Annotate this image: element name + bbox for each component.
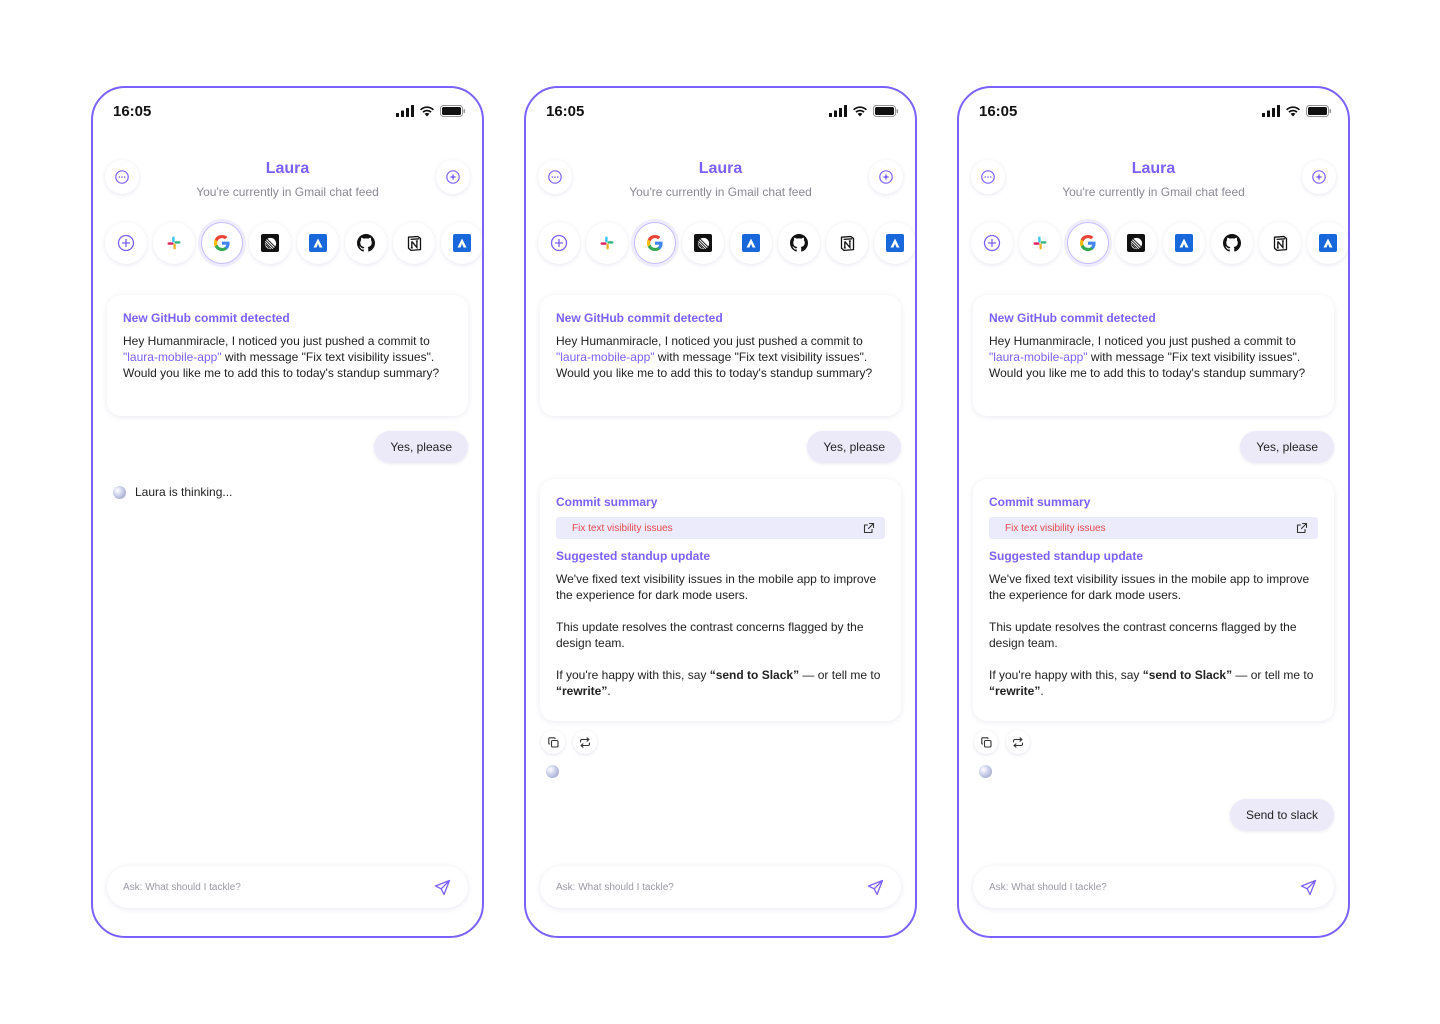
app-jira[interactable] xyxy=(441,222,483,264)
repo-link[interactable]: "laura-mobile-app" xyxy=(123,350,222,364)
app-switcher xyxy=(538,222,917,264)
notice-text-rest: with message "Fix text visibility issues". Would you like me to add this to today's standup summary? xyxy=(556,350,873,380)
app-slack[interactable] xyxy=(1019,222,1061,264)
google-icon xyxy=(1079,234,1097,252)
app-jira[interactable] xyxy=(874,222,916,264)
p3-text-2: — or tell me to xyxy=(799,668,881,682)
send-icon xyxy=(867,879,884,896)
slack-icon xyxy=(167,236,181,250)
github-commit-notice xyxy=(107,295,468,416)
copy-icon xyxy=(981,737,992,748)
copy-button[interactable] xyxy=(974,730,998,754)
google-icon xyxy=(646,234,664,252)
sparkle-button[interactable] xyxy=(436,160,470,194)
notice-text-rest: with message "Fix text visibility issues". Would you like me to add this to today's standup summary? xyxy=(123,350,440,380)
send-to-slack-cmd: “send to Slack” xyxy=(1142,668,1233,682)
app-linear[interactable] xyxy=(682,222,724,264)
add-icon xyxy=(550,234,568,252)
signal-icon xyxy=(396,105,414,117)
commit-message: Fix text visibility issues xyxy=(572,522,673,534)
copy-icon xyxy=(548,737,559,748)
status-icons xyxy=(829,105,899,117)
send-to-slack-bubble: Send to slack xyxy=(1230,799,1334,831)
notion-icon xyxy=(839,235,856,252)
sparkle-icon xyxy=(878,169,894,185)
notice-body xyxy=(123,333,452,381)
notice-body xyxy=(556,333,885,381)
add-app-button[interactable] xyxy=(105,222,147,264)
app-linear[interactable] xyxy=(249,222,291,264)
app-google[interactable] xyxy=(1067,222,1109,264)
linear-icon xyxy=(261,234,279,252)
status-bar xyxy=(113,103,466,123)
chat-feed-subtitle: You're currently in Gmail chat feed xyxy=(629,185,812,199)
p3-text: If you're happy with this, say xyxy=(556,668,710,682)
thinking-indicator xyxy=(113,485,232,499)
status-bar xyxy=(979,103,1332,123)
commit-summary-card xyxy=(540,479,901,721)
phone-screen-summary xyxy=(524,86,917,938)
signal-icon xyxy=(829,105,847,117)
jira-icon xyxy=(453,234,471,252)
app-switcher xyxy=(971,222,1350,264)
repo-link[interactable]: "laura-mobile-app" xyxy=(556,350,655,364)
send-button[interactable] xyxy=(1296,876,1320,898)
user-reply-bubble: Yes, please xyxy=(1240,431,1334,463)
status-time: 16:05 xyxy=(113,103,152,120)
standup-paragraph-2: This update resolves the contrast concerns flagged by the design team. xyxy=(989,620,1297,650)
external-link-icon[interactable] xyxy=(1296,522,1308,534)
app-atlassian[interactable] xyxy=(1163,222,1205,264)
chat-input-bar xyxy=(107,866,468,908)
github-commit-notice xyxy=(973,295,1334,416)
commit-link-box[interactable] xyxy=(989,517,1318,539)
app-google[interactable] xyxy=(201,222,243,264)
status-icons xyxy=(1262,105,1332,117)
app-notion[interactable] xyxy=(393,222,435,264)
assistant-name: Laura xyxy=(698,160,743,177)
chat-input-bar xyxy=(540,866,901,908)
sparkle-icon xyxy=(445,169,461,185)
notice-title: New GitHub commit detected xyxy=(989,311,1156,325)
chat-feed-subtitle: You're currently in Gmail chat feed xyxy=(196,185,379,199)
app-slack[interactable] xyxy=(586,222,628,264)
wifi-icon xyxy=(852,105,868,117)
regenerate-button[interactable] xyxy=(573,730,597,754)
status-icons xyxy=(396,105,466,117)
github-commit-notice xyxy=(540,295,901,416)
sparkle-button[interactable] xyxy=(1302,160,1336,194)
assistant-name: Laura xyxy=(1131,160,1176,177)
add-app-button[interactable] xyxy=(971,222,1013,264)
github-icon xyxy=(790,234,808,252)
notion-icon xyxy=(406,235,423,252)
github-icon xyxy=(357,234,375,252)
phone-screen-send-to-slack xyxy=(957,86,1350,938)
repo-link[interactable]: "laura-mobile-app" xyxy=(989,350,1088,364)
app-notion[interactable] xyxy=(1259,222,1301,264)
copy-button[interactable] xyxy=(541,730,565,754)
p3-text: If you're happy with this, say xyxy=(989,668,1143,682)
chat-header xyxy=(538,158,903,208)
notice-title: New GitHub commit detected xyxy=(556,311,723,325)
commit-summary-card xyxy=(973,479,1334,721)
google-icon xyxy=(213,234,231,252)
add-app-button[interactable] xyxy=(538,222,580,264)
github-icon xyxy=(1223,234,1241,252)
standup-paragraph-2: This update resolves the contrast concerns flagged by the design team. xyxy=(556,620,864,650)
chat-input[interactable] xyxy=(556,866,851,908)
assistant-name: Laura xyxy=(265,160,310,177)
status-time: 16:05 xyxy=(979,103,1018,120)
message-actions xyxy=(974,730,1030,754)
notice-text: Hey Humanmiracle, I noticed you just pushed a commit to xyxy=(556,334,863,348)
slack-icon xyxy=(600,236,614,250)
p3-text-end: . xyxy=(607,684,611,698)
regenerate-button[interactable] xyxy=(1006,730,1030,754)
atlassian-icon xyxy=(1175,234,1193,252)
p3-text-2: — or tell me to xyxy=(1232,668,1314,682)
phone-screen-thinking xyxy=(91,86,484,938)
chat-input[interactable] xyxy=(123,866,418,908)
commit-message: Fix text visibility issues xyxy=(1005,522,1106,534)
chat-header xyxy=(105,158,470,208)
app-slack[interactable] xyxy=(153,222,195,264)
atlassian-icon xyxy=(742,234,760,252)
atlassian-icon xyxy=(309,234,327,252)
sparkle-button[interactable] xyxy=(869,160,903,194)
jira-icon xyxy=(1319,234,1337,252)
p3-text-end: . xyxy=(1040,684,1044,698)
chat-feed-subtitle: You're currently in Gmail chat feed xyxy=(1062,185,1245,199)
app-atlassian[interactable] xyxy=(730,222,772,264)
user-reply-bubble: Yes, please xyxy=(374,431,468,463)
battery-icon xyxy=(873,105,899,117)
add-icon xyxy=(983,234,1001,252)
app-github[interactable] xyxy=(778,222,820,264)
app-linear[interactable] xyxy=(1115,222,1157,264)
standup-paragraph-3 xyxy=(989,667,1318,699)
add-icon xyxy=(117,234,135,252)
chat-input-bar xyxy=(973,866,1334,908)
sparkle-icon xyxy=(1311,169,1327,185)
battery-icon xyxy=(1306,105,1332,117)
wifi-icon xyxy=(419,105,435,117)
linear-icon xyxy=(694,234,712,252)
message-actions xyxy=(541,730,597,754)
thinking-text: Laura is thinking... xyxy=(135,485,233,499)
app-github[interactable] xyxy=(1211,222,1253,264)
rewrite-cmd: “rewrite” xyxy=(989,684,1041,698)
chat-input[interactable] xyxy=(989,866,1284,908)
assistant-orb-icon xyxy=(979,765,992,778)
standup-update-title: Suggested standup update xyxy=(989,549,1144,563)
app-google[interactable] xyxy=(634,222,676,264)
notice-text-rest: with message "Fix text visibility issues". Would you like me to add this to today's standup summary? xyxy=(989,350,1306,380)
send-icon xyxy=(434,879,451,896)
assistant-orb-icon xyxy=(113,486,126,499)
notion-icon xyxy=(1272,235,1289,252)
status-time: 16:05 xyxy=(546,103,585,120)
send-button[interactable] xyxy=(863,876,887,898)
battery-icon xyxy=(440,105,466,117)
app-github[interactable] xyxy=(345,222,387,264)
send-to-slack-cmd: “send to Slack” xyxy=(709,668,800,682)
notice-text: Hey Humanmiracle, I noticed you just pushed a commit to xyxy=(123,334,430,348)
commit-link-box[interactable] xyxy=(556,517,885,539)
app-notion[interactable] xyxy=(826,222,868,264)
rewrite-cmd: “rewrite” xyxy=(556,684,608,698)
wifi-icon xyxy=(1285,105,1301,117)
slack-icon xyxy=(1033,236,1047,250)
notice-title: New GitHub commit detected xyxy=(123,311,290,325)
standup-paragraph-1: We've fixed text visibility issues in the mobile app to improve the experience for dark mode users. xyxy=(556,572,877,602)
app-atlassian[interactable] xyxy=(297,222,339,264)
app-jira[interactable] xyxy=(1307,222,1349,264)
standup-paragraph-1: We've fixed text visibility issues in the mobile app to improve the experience for dark mode users. xyxy=(989,572,1310,602)
app-switcher xyxy=(105,222,484,264)
notice-text: Hey Humanmiracle, I noticed you just pushed a commit to xyxy=(989,334,1296,348)
linear-icon xyxy=(1127,234,1145,252)
repeat-icon xyxy=(579,737,591,748)
external-link-icon[interactable] xyxy=(863,522,875,534)
assistant-orb-icon xyxy=(546,765,559,778)
send-icon xyxy=(1300,879,1317,896)
standup-update-title: Suggested standup update xyxy=(556,549,711,563)
summary-title: Commit summary xyxy=(989,495,1091,509)
summary-title: Commit summary xyxy=(556,495,658,509)
repeat-icon xyxy=(1012,737,1024,748)
jira-icon xyxy=(886,234,904,252)
chat-header xyxy=(971,158,1336,208)
user-reply-bubble: Yes, please xyxy=(807,431,901,463)
signal-icon xyxy=(1262,105,1280,117)
standup-paragraph-3 xyxy=(556,667,885,699)
send-button[interactable] xyxy=(430,876,454,898)
notice-body xyxy=(989,333,1318,381)
status-bar xyxy=(546,103,899,123)
